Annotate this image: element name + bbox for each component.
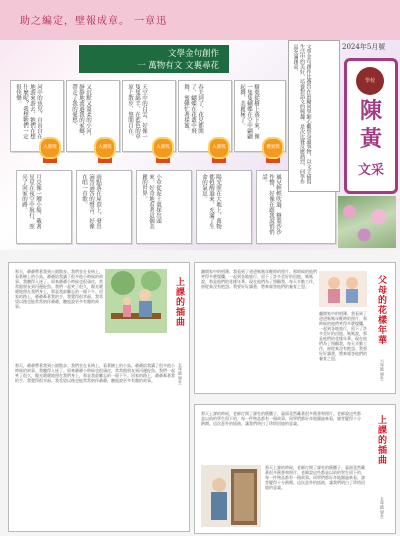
poem-text: 小草從泥土裏探出頭來，好奇地看著這個美麗的世界。 xyxy=(141,174,161,229)
article-text: 那天上課的時候，老師打開了課室的舊櫃子，裏面竟然藏著很多舊書和照片。老師說這些都是以前的學生留下的，每一件物品都有一個故事。同學們都好奇地圍過來看，課堂變得十分熱鬧。這次意外的插曲，讓我們明白了珍惜回憶的意義。 xyxy=(201,411,361,426)
poem-text: 陽光照在大地上，萬物都甦醒過來，充滿了生命的氣息。 xyxy=(201,174,221,229)
poem-card xyxy=(16,170,72,244)
article-card xyxy=(8,262,190,532)
banner-line-1: 文學金句創作 xyxy=(167,49,219,59)
poem-text: 月亮像一艘小船，載著星星在夜空中航行，照亮了回家的路。 xyxy=(21,174,41,229)
article-text: 那天上課的時候，老師打開了課室的舊櫃子，裏面竟然藏著很多舊書和照片。老師說這些都是以前的學生留下的，每一件物品都有一個故事。同學們都好奇地圍過來看，課堂變得十分熱鬧。這次意外的插曲，讓我們明白了珍惜回憶的意義。 xyxy=(265,465,365,490)
masthead-logo xyxy=(344,58,398,194)
article-title: 父母的花樣年華 xyxy=(376,275,386,345)
award-badge: 入圍獎 xyxy=(208,137,230,159)
flower-illustration xyxy=(338,196,396,248)
intro-sidebar xyxy=(288,40,340,192)
cabinet-illustration xyxy=(201,465,261,527)
article-title: 上課的插曲 xyxy=(376,415,386,465)
masthead-char-3: 文采 xyxy=(357,163,384,178)
parents-illustration xyxy=(319,271,367,307)
poem-text: 樹葉從樹上落下來，像一隻隻蝴蝶在空中翩翩起舞，美麗極了。 xyxy=(239,84,259,139)
article-text: 翻開家中的相簿，我看到了爸爸媽媽年輕時的照片。那時候的他們笑得多麼燦爛，一起到各地旅行，留下了許多美好的回憶。媽媽說，那是他們的花樣年華。現在他們為了照顧我，每天辛勤工作，卻從來沒有抱怨。我要好好讀書，將來報答他們的養育之恩。 xyxy=(319,311,367,361)
motto-text: 助之編定，壁報成章。 一章迅 xyxy=(20,16,168,27)
article-author: 六年級 學生 xyxy=(380,359,385,381)
poem-text: 天空中的白雲，好像一隻隻綿羊，在藍色的草原上散步，悠閒自在。 xyxy=(127,84,147,139)
article-title: 上課的插曲 xyxy=(174,277,184,327)
banner-line-2: 一 萬物有文 文裏尋花 xyxy=(137,61,219,71)
competition-banner xyxy=(78,44,230,74)
award-badge: 入圍獎 xyxy=(152,137,174,159)
poem-card xyxy=(196,170,252,244)
issue-date: 2024年5月號 xyxy=(342,43,386,51)
article-author: 五年級 學生 xyxy=(178,363,183,385)
top-bar xyxy=(0,0,400,40)
article-author: 五年級 學生 xyxy=(380,497,385,519)
award-badge: 入圍獎 xyxy=(94,137,116,159)
poem-text: 雨點落在屋頂上，發出滴答滴答的聲音，好像在唱一首歌。 xyxy=(81,174,101,229)
article-text: 翻開家中的相簿，我看到了爸爸媽媽年輕時的照片。那時候的他們笑得多麼燦爛，一起到各地旅行，留下了許多美好的回憶。媽媽說，那是他們的花樣年華。現在他們為了照顧我，每天辛勤工作，卻從來沒有抱怨。我要好好讀書，將來報答他們的養育之恩。 xyxy=(201,269,317,289)
masthead-char-2: 黃 xyxy=(359,126,382,152)
poem-text: 河中的魚兒，自由自在地游來游去，牠們在想什麼呢？我想牠們一定很快樂。 xyxy=(15,84,42,139)
grandpa-child-illustration xyxy=(105,269,167,333)
article-card xyxy=(194,404,396,534)
poem-card xyxy=(76,170,132,244)
school-seal-icon: 學校 xyxy=(356,67,384,95)
masthead-char-1: 陳 xyxy=(359,98,382,124)
article-card xyxy=(194,262,396,394)
article-text: 那天，爺爺帶著我到公園散步。我們坐在長椅上，看著樹上的小鳥。爺爺給我講了很多他小時候的故事，我聽得入迷了。原來爺爺小時候也很頑皮，常常跟朋友到河邊捉魚。我們一起笑了很久，陽光暖暖地照在我們身上，那是我最難忘的一個下午。回家的路上，爺爺牽著我的手，我覺得很幸福。我希望以後也能常常陪伴爺爺，聽他說更多有趣的故事。 xyxy=(15,269,103,309)
award-badge: 優異獎 xyxy=(262,137,284,159)
poem-text: 春天到了，花兒都開了，蝴蝶在花叢中飛舞，蜜蜂忙著採蜜。 xyxy=(183,84,203,134)
poem-text: 風兒輕輕吹過，樹葉沙沙作響，好像在跟我說悄悄話。 xyxy=(261,174,281,235)
poem-card xyxy=(136,170,192,244)
article-text: 那天，爺爺帶著我到公園散步。我們坐在長椅上，看著樹上的小鳥。爺爺給我講了很多他小時候的故事，我聽得入迷了。原來爺爺小時候也很頑皮，常常跟朋友到河邊捉魚。我們一起笑了很久，陽光暖暖地照在我們身上，那是我最難忘的一個下午。回家的路上，爺爺牽著我的手，我覺得很幸福。我希望以後也能常常陪伴爺爺，聽他說更多有趣的故事。 xyxy=(15,363,175,383)
award-badge: 入圍獎 xyxy=(39,137,61,159)
intro-text: 文學金句創作比賽旨在鼓勵同學細心觀察身邊事物，以文字描寫生活中的美好，培養對語文的興趣。是次比賽反應熱烈，同學作品充滿創意。 xyxy=(292,44,312,184)
poem-text: 又沉默又溫柔的小河，靜靜地流過我的家鄉，帶走了我的憂愁。 xyxy=(71,84,91,139)
